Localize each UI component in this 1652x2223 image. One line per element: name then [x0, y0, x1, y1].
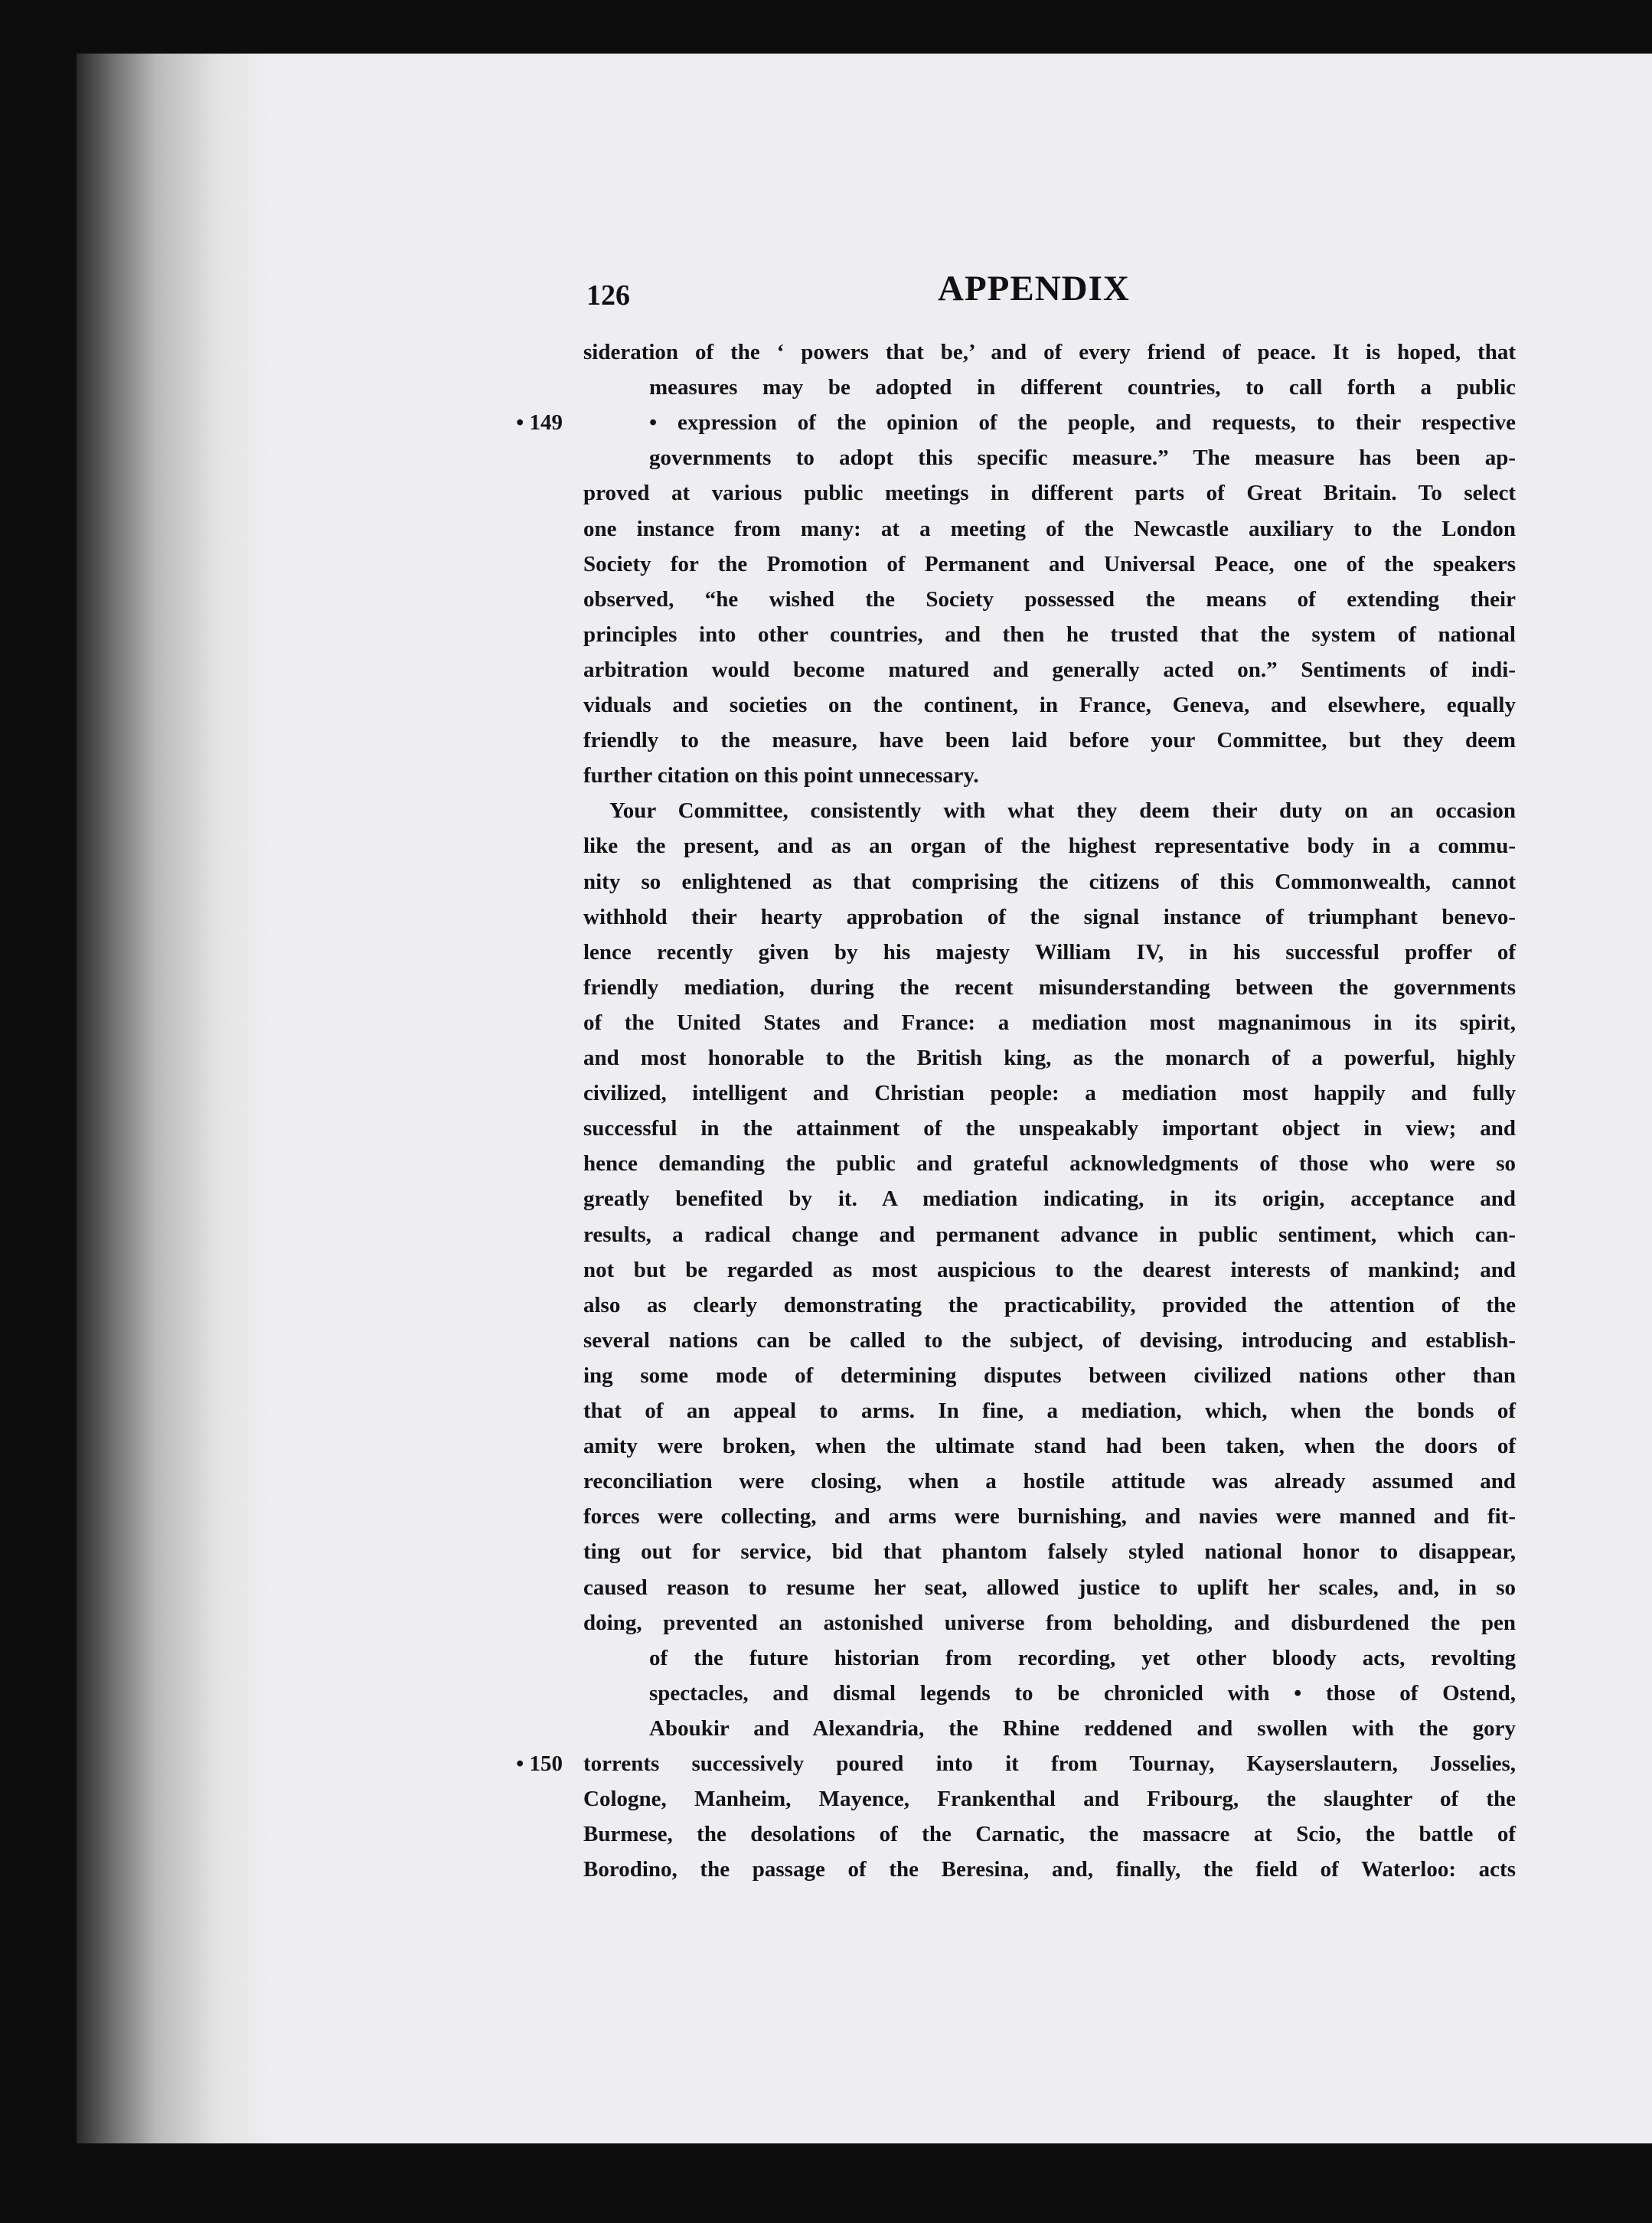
- running-head: APPENDIX: [938, 269, 1130, 308]
- text-line: Cologne, Manheim, Mayence, Frankenthal and Fribourg, the slaughter of the: [583, 1787, 1516, 1812]
- margin-marker: • 149: [516, 410, 563, 436]
- text-line: hence demanding the public and grateful acknowledgments of those who were so: [583, 1151, 1516, 1177]
- text-line: ing some mode of determining disputes between civilized nations other than: [583, 1363, 1516, 1388]
- text-line: also as clearly demonstrating the practicability, provided the attention of the: [583, 1292, 1516, 1317]
- text-line: of the United States and France: a mediation most magnanimous in its spirit,: [583, 1010, 1516, 1035]
- text-line: forces were collecting, and arms were burnishing, and navies were manned and fit-: [583, 1504, 1516, 1529]
- text-block: [322, 268, 1527, 1882]
- text-line: caused reason to resume her seat, allowed justice to uplift her scales, and, in so: [583, 1575, 1516, 1600]
- text-line: governments to adopt this specific measure.” The measure has been ap-: [649, 446, 1516, 471]
- text-line: arbitration would become matured and generally acted on.” Sentiments of indi-: [583, 657, 1516, 682]
- text-line: like the present, and as an organ of the highest representative body in a commu-: [583, 834, 1516, 859]
- text-line: successful in the attainment of the unspeakably important object in view; and: [583, 1116, 1516, 1141]
- text-line: amity were broken, when the ultimate stand had been taken, when the doors of: [583, 1434, 1516, 1459]
- text-line: friendly mediation, during the recent misunderstanding between the governments: [583, 974, 1516, 1000]
- text-line: Aboukir and Alexandria, the Rhine reddened and swollen with the gory: [649, 1715, 1516, 1741]
- text-line: spectacles, and dismal legends to be chronicled with • those of Ostend,: [649, 1680, 1516, 1706]
- text-line: nity so enlightened as that comprising the citizens of this Commonwealth, cannot: [583, 869, 1516, 894]
- text-line: proved at various public meetings in different parts of Great Britain. To select: [583, 481, 1516, 506]
- page-stack-edge: [77, 54, 276, 2143]
- text-line: greatly benefited by it. A mediation indicating, in its origin, acceptance and: [583, 1187, 1516, 1212]
- text-line: withhold their hearty approbation of the signal instance of triumphant benevo-: [583, 904, 1516, 929]
- text-line: not but be regarded as most auspicious to the dearest interests of mankind; and: [583, 1257, 1516, 1282]
- text-line: doing, prevented an astonished universe from beholding, and disburdened the pen: [583, 1610, 1516, 1635]
- text-line: measures may be adopted in different countries, to call forth a public: [649, 375, 1516, 400]
- text-line: • expression of the opinion of the people, and requests, to their respective: [649, 410, 1516, 436]
- text-line: lence recently given by his majesty William IV, in his successful proffer of: [583, 939, 1516, 965]
- text-line: of the future historian from recording, yet other bloody acts, revolting: [649, 1645, 1516, 1670]
- text-line: viduals and societies on the continent, in France, Geneva, and elsewhere, equally: [583, 693, 1516, 717]
- text-line: further citation on this point unnecessary.: [583, 763, 979, 788]
- text-line: Society for the Promotion of Permanent and Universal Peace, one of the speakers: [583, 551, 1516, 576]
- text-line: ting out for service, bid that phantom falsely styled national honor to disappear,: [583, 1539, 1516, 1565]
- text-line: torrents successively poured into it from Tournay, Kayserslautern, Josselies,: [583, 1751, 1516, 1776]
- text-line: Burmese, the desolations of the Carnatic, the massacre at Scio, the battle of: [583, 1822, 1516, 1847]
- text-line: Borodino, the passage of the Beresina, and, finally, the field of Waterloo: acts: [583, 1857, 1516, 1882]
- text-line: friendly to the measure, have been laid before your Committee, but they deem: [583, 728, 1516, 753]
- text-line: Your Committee, consistently with what they deem their duty on an occasion: [609, 798, 1516, 824]
- page-header: [322, 268, 1527, 328]
- text-line: one instance from many: at a meeting of the Newcastle auxiliary to the London: [583, 516, 1516, 541]
- text-line: sideration of the ‘ powers that be,’ and of every friend of peace. It is hoped, that: [583, 340, 1516, 364]
- text-line: that of an appeal to arms. In fine, a mediation, which, when the bonds of: [583, 1399, 1516, 1423]
- text-line: observed, “he wished the Society possessed the means of extending their: [583, 586, 1516, 612]
- text-line: and most honorable to the British king, as the monarch of a powerful, highly: [583, 1046, 1516, 1070]
- text-line: several nations can be called to the subject, of devising, introducing and establish-: [583, 1327, 1516, 1353]
- text-line: civilized, intelligent and Christian people: a mediation most happily and fully: [583, 1081, 1516, 1106]
- text-line: results, a radical change and permanent advance in public sentiment, which can-: [583, 1222, 1516, 1247]
- margin-marker: • 150: [516, 1751, 563, 1776]
- text-line: principles into other countries, and then he trusted that the system of national: [583, 622, 1516, 647]
- page-number: 126: [586, 279, 630, 312]
- text-line: reconciliation were closing, when a hostile attitude was already assumed and: [583, 1469, 1516, 1494]
